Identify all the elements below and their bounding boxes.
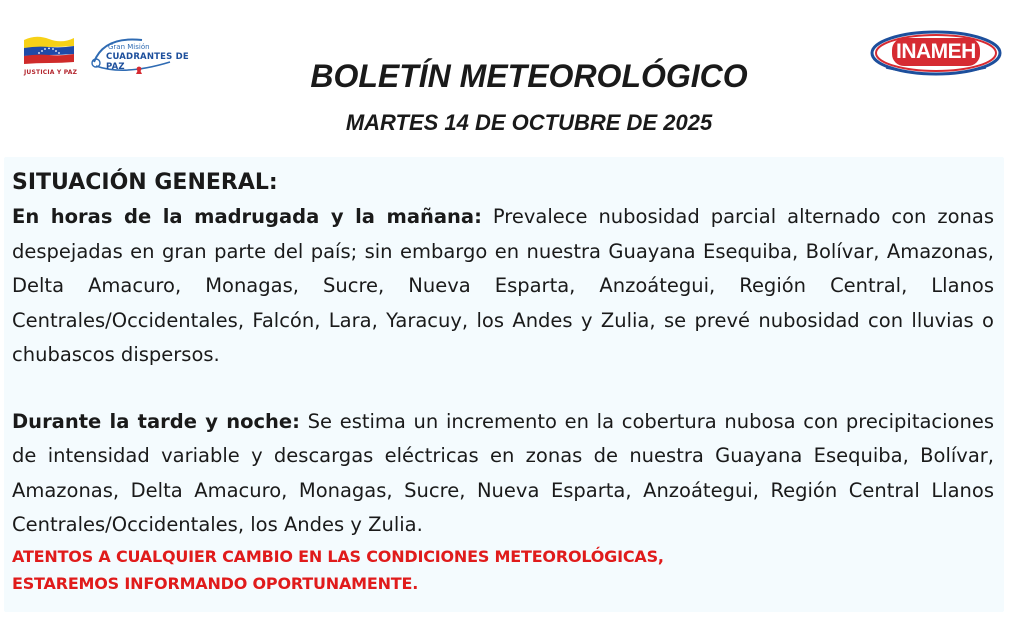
bulletin-title: BOLETÍN METEOROLÓGICO [310, 58, 748, 94]
bulletin-date: MARTES 14 DE OCTUBRE DE 2025 [345, 110, 713, 135]
afternoon-paragraph [12, 405, 994, 543]
morning-label: En horas de la madrugada y la mañana: [12, 205, 482, 228]
inameh-logo-text: INAMEH [896, 40, 976, 63]
alert-line-2: ESTAREMOS INFORMANDO OPORTUNAMENTE. [12, 573, 419, 593]
morning-text: Prevalece nubosidad parcial alternado con zonas despejadas en gran parte del país; sin embargo en nuestra Guayana Esequiba, Bolívar, Amazonas, Delta Amacuro, Monagas, Sucre, Nueva Esparta, Anzoátegui, Región Central, Llanos Centrales/Occidentales, Falcón, Lara, Yaracuy, los Andes y Zulia, se prevé nubosidad con lluvias o chubascos dispersos. [12, 205, 994, 366]
afternoon-text: Se estima un incremento en la cobertura nubosa con precipitaciones de intensidad variable y descargas eléctricas en zonas de nuestra Guayana Esequiba, Bolívar, Amazonas, Delta Amacuro, Monagas, Sucre, Nueva Esparta, Anzoátegui, Región Central Llanos Centrales/Occidentales, los Andes y Zulia. [12, 409, 995, 536]
paragraph-spacer [12, 373, 994, 405]
mision-big-label: CUADRANTES DE PAZ [106, 52, 189, 72]
bulletin-content [12, 168, 994, 597]
afternoon-label: Durante la tarde y noche: [12, 409, 300, 433]
section-heading: SITUACIÓN GENERAL: [12, 170, 278, 195]
morning-paragraph [12, 200, 994, 373]
alert-line-1: ATENTOS A CUALQUIER CAMBIO EN LAS CONDICIONES METEOROLÓGICAS, [12, 546, 664, 566]
mision-small-label: Gran Misión [108, 43, 150, 51]
flag-caption: JUSTICIA Y PAZ [24, 69, 78, 76]
